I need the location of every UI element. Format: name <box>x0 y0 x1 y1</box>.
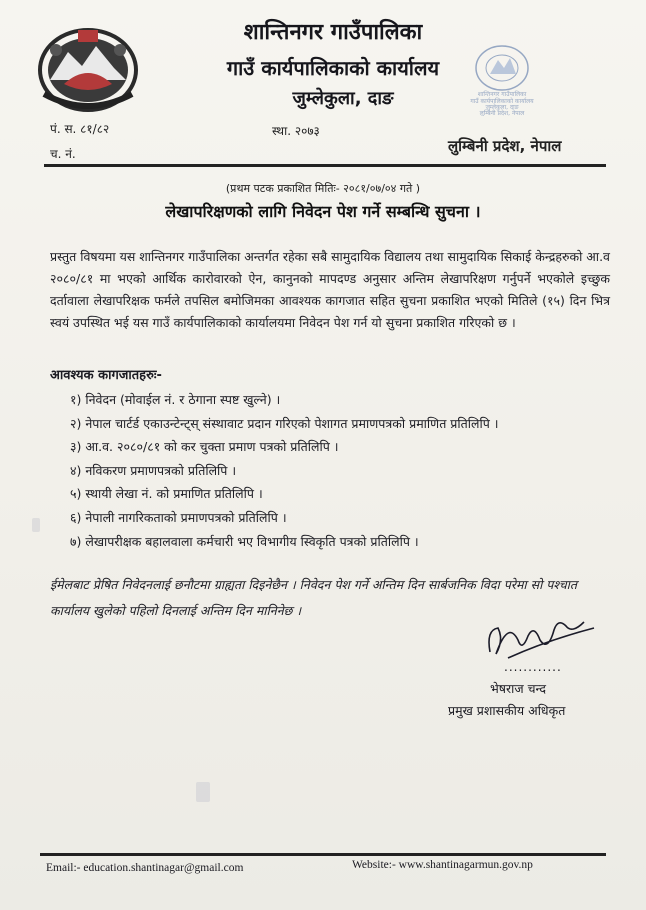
signatory-designation: प्रमुख प्रशासकीय अधिकृत <box>448 703 566 718</box>
paper-smudge <box>196 782 210 802</box>
list-item: ७) लेखापरीक्षक बहालवाला कर्मचारी भए विभागीय स्विकृति पत्रको प्रतिलिपि । <box>70 533 419 549</box>
office-name: गाउँ कार्यपालिकाको कार्यालय <box>226 56 440 80</box>
established-year: स्था. २०७३ <box>272 124 320 138</box>
signature-dots: ............ <box>504 660 562 674</box>
paper-smudge <box>32 518 40 532</box>
notice-body: प्रस्तुत विषयमा यस शान्तिनगर गाउँपालिका अन्तर्गत रहेका सबै सामुदायिक विद्यालय तथा सामुदायिक सिकाई केन्द्रहरुको आ.व २०८०/८१ मा भएको आर्थिक कारोवारको ऐन, कानुनको मापदण्ड अनुसार अन्तिम लेखापरिक्षण गर्नुपर्ने भएकोले इच्छुक दर्तावाला लेखापरिक्षक फर्मले तपसिल बमोजिमका आवश्यक कागजात सहित सुचना प्रकाशित भएको मितिले (१५) दिन भित्र स्वयं उपस्थित भई यस गाउँ कार्यपालिकाको कार्यालयमा निवेदन पेश गर्न यो सुचना प्रकाशित गरिएको छ । <box>50 249 610 330</box>
footer-divider <box>40 853 606 856</box>
footer-email: Email:- education.shantinagar@gmail.com <box>46 862 244 874</box>
list-item: ५) स्थायी लेखा नं. को प्रमाणित प्रतिलिपि । <box>70 486 263 502</box>
seal-sub-text: गाउँ कार्यपालिकाको कार्यालय <box>470 98 534 105</box>
seal-province-text: लुम्बिनी प्रदेश, नेपाल <box>479 110 525 116</box>
municipality-name: शान्तिनगर गाउँपालिका <box>243 20 423 45</box>
list-item: १) निवेदन (मोवाईल नं. र ठेगाना स्पष्ट खुल्ने) । <box>70 392 281 407</box>
office-address: जुम्लेकुला, दाङ <box>292 88 394 109</box>
notice-note: ईमेलबाट प्रेषित निवेदनलाई छनौटमा ग्राह्यता दिइनेछैन । निवेदन पेश गर्ने अन्तिम दिन सार्बजनिक विदा परेमा सो पश्चात कार्यालय खुलेको पहिलो दिनलाई अन्तिम दिन मानिनेछ । <box>50 577 578 618</box>
province-name: लुम्बिनी प्रदेश, नेपाल <box>448 137 562 155</box>
seal-top-text: शान्तिनगर गाउँपालिका <box>477 91 527 98</box>
list-item: ३) आ.व. २०८०/८१ को कर चुक्ता प्रमाण पत्रको प्रतिलिपि । <box>70 439 339 455</box>
list-item: ४) नविकरण प्रमाणपत्रको प्रतिलिपि । <box>70 462 237 478</box>
documents-list <box>70 388 499 553</box>
header-divider <box>44 164 606 167</box>
list-item: २) नेपाल चार्टर्ड एकाउन्टेन्ट्स् संस्थावाट प्रदान गरिएको पेशागत प्रमाणपत्रको प्रमाणित प्रतिलिपि । <box>70 415 499 431</box>
patra-sankhya: पं. स. ८१/८२ <box>50 122 110 136</box>
seal-place-text: जुम्लेकुला, दाङ <box>485 104 519 111</box>
documents-title: आवश्यक कागजातहरुः- <box>50 368 162 383</box>
footer-website: Website:- www.shantinagarmun.gov.np <box>352 859 533 871</box>
list-item: ६) नेपाली नागरिकताको प्रमाणपत्रको प्रतिलिपि । <box>70 509 287 525</box>
office-seal-icon <box>466 38 538 116</box>
signatory-name: भेषराज चन्द <box>490 681 547 696</box>
chalani-number: च. नं. <box>50 147 76 161</box>
notice-subject: लेखापरिक्षणको लागि निवेदन पेश गर्ने सम्बन्धि सुचना । <box>165 202 481 221</box>
first-published-date: (प्रथम पटक प्रकाशित मितिः- २०८१/०७/०४ गते ) <box>225 182 421 195</box>
